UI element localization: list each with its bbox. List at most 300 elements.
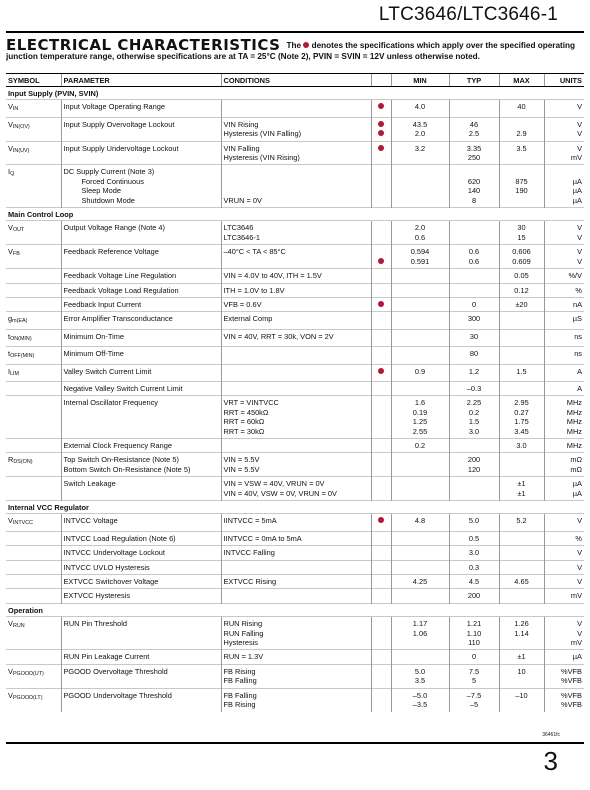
condition-line	[224, 177, 369, 186]
page-number: 3	[543, 746, 558, 776]
parameter-cell: INTVCC UVLO Hysteresis	[61, 560, 221, 574]
table-row	[6, 364, 584, 381]
typ-value: 2.5	[468, 129, 480, 139]
typ-cell	[449, 364, 499, 381]
typ-value	[452, 102, 497, 111]
max-value: ±20	[515, 299, 528, 309]
table-row	[6, 546, 584, 560]
symbol-subscript: ON(MIN)	[10, 335, 32, 342]
typ-cell	[449, 650, 499, 664]
dot-cell	[371, 589, 391, 603]
temperature-dot-icon	[378, 103, 384, 109]
table-row	[6, 575, 584, 589]
parameter-line: Bottom Switch On-Resistance (Note 5)	[63, 464, 191, 474]
max-cell	[499, 575, 544, 589]
parameter-line: Sleep Mode	[81, 186, 121, 196]
unit-value: %VFB	[561, 676, 582, 686]
conditions-cell	[221, 477, 371, 501]
max-cell	[499, 664, 544, 688]
symbol-subscript: INTVCC	[12, 520, 34, 527]
symbol-cell	[6, 396, 61, 439]
min-value: 3.2	[414, 143, 426, 153]
table-row	[6, 617, 584, 650]
min-value: 2.55	[412, 426, 428, 436]
table-row	[6, 688, 584, 711]
units-cell	[544, 269, 584, 283]
max-cell	[499, 453, 544, 477]
dot-cell	[371, 269, 391, 283]
condition-line: Hysteresis	[223, 638, 258, 648]
condition-line	[224, 367, 369, 376]
section-label: Internal VCC Regulator	[6, 501, 584, 514]
condition-line: VIN Rising	[223, 119, 259, 129]
max-value: 2.95	[514, 398, 529, 408]
typ-value: 1.2	[468, 366, 480, 376]
symbol-cell: VOUT	[6, 221, 61, 245]
condition-line	[224, 257, 369, 266]
typ-value: 0.2	[468, 407, 480, 417]
table-row	[6, 560, 584, 574]
min-cell	[391, 269, 449, 283]
dot-line	[374, 384, 389, 393]
min-value	[394, 332, 447, 341]
min-cell	[391, 477, 449, 501]
typ-value: 46	[469, 119, 479, 129]
units-cell	[544, 364, 584, 381]
col-dot	[371, 74, 391, 87]
parameter-cell: Feedback Input Current	[61, 297, 221, 311]
symbol-cell: IQ	[6, 165, 61, 208]
temperature-dot-icon	[378, 517, 384, 523]
dot-line	[374, 591, 389, 600]
max-value	[502, 591, 542, 600]
typ-cell	[449, 438, 499, 452]
section-row	[6, 501, 584, 514]
condition-line: RRT = 30kΩ	[223, 426, 265, 436]
symbol-cell	[6, 531, 61, 545]
condition-line: VIN = 5.5V	[223, 455, 260, 465]
condition-line: VIN = 5.5V	[223, 464, 260, 474]
min-cell	[391, 347, 449, 364]
symbol-cell: tON(MIN)	[6, 329, 61, 346]
symbol-subscript: RUN	[12, 623, 25, 630]
dot-line	[374, 667, 389, 676]
conditions-cell	[221, 100, 371, 117]
dot-line	[374, 349, 389, 358]
parameter-cell: Input Supply Overvoltage Lockout	[61, 117, 221, 141]
conditions-cell	[221, 589, 371, 603]
typ-cell	[449, 589, 499, 603]
typ-value	[452, 489, 497, 498]
table-row	[6, 165, 584, 208]
unit-value: %VFB	[561, 666, 582, 676]
max-value	[502, 196, 542, 205]
min-value: 0.594	[410, 247, 430, 257]
dot-cell	[371, 245, 391, 269]
parameter-cell: Minimum On-Time	[61, 329, 221, 346]
symbol-cell: VRUN	[6, 617, 61, 650]
dot-line	[374, 629, 389, 638]
parameter-cell: Feedback Reference Voltage	[61, 245, 221, 269]
typ-cell	[449, 165, 499, 208]
min-cell	[391, 396, 449, 439]
symbol-subscript: LIM	[10, 370, 20, 377]
typ-value: 4.5	[468, 577, 480, 587]
symbol-cell	[6, 589, 61, 603]
max-cell	[499, 381, 544, 395]
condition-line: VIN = 40V, RRT = 30k, VON = 2V	[223, 331, 334, 341]
symbol-cell	[6, 546, 61, 560]
dot-line	[374, 427, 389, 436]
max-cell	[499, 514, 544, 531]
max-cell	[499, 364, 544, 381]
conditions-cell	[221, 283, 371, 297]
typ-cell	[449, 477, 499, 501]
conditions-cell	[221, 396, 371, 439]
conditions-cell	[221, 617, 371, 650]
condition-line: IINTVCC = 5mA	[223, 516, 277, 526]
units-cell	[544, 347, 584, 364]
unit-value: nA	[572, 299, 582, 309]
dot-line	[374, 638, 389, 647]
condition-line: ITH = 1.0V to 1.8V	[223, 285, 285, 295]
units-cell	[544, 514, 584, 531]
dot-cell	[371, 347, 391, 364]
dot-line	[374, 700, 389, 709]
symbol-cell: VPGOOD(UT)	[6, 664, 61, 688]
parameter-cell: Output Voltage Range (Note 4)	[61, 221, 221, 245]
dot-cell	[371, 453, 391, 477]
units-cell	[544, 165, 584, 208]
min-cell	[391, 141, 449, 165]
units-cell	[544, 381, 584, 395]
conditions-cell	[221, 312, 371, 329]
conditions-cell	[221, 650, 371, 664]
symbol-cell: ILIM	[6, 364, 61, 381]
dot-line	[374, 619, 389, 628]
units-cell	[544, 141, 584, 165]
condition-line	[224, 186, 369, 195]
max-cell	[499, 589, 544, 603]
unit-value: V	[577, 577, 582, 587]
symbol-subscript: m(EA)	[12, 318, 28, 325]
dot-line	[374, 186, 389, 195]
typ-value: 5	[471, 676, 477, 686]
col-symbol: SYMBOL	[6, 74, 61, 87]
typ-cell	[449, 546, 499, 560]
min-cell	[391, 589, 449, 603]
unit-value: V	[577, 143, 582, 153]
unit-value: mV	[570, 591, 582, 601]
dot-line	[374, 167, 389, 176]
condition-line: FB Rising	[223, 666, 256, 676]
conditions-cell	[221, 546, 371, 560]
typ-cell	[449, 664, 499, 688]
parameter-cell: RUN Pin Leakage Current	[61, 650, 221, 664]
parameter-cell: Negative Valley Switch Current Limit	[61, 381, 221, 395]
min-value	[394, 455, 447, 464]
typ-cell	[449, 312, 499, 329]
dot-cell	[371, 381, 391, 395]
symbol-cell	[6, 381, 61, 395]
typ-value: 140	[467, 186, 481, 196]
dot-line	[374, 455, 389, 464]
min-value	[394, 300, 447, 309]
units-cell	[544, 575, 584, 589]
page-header	[0, 0, 590, 32]
max-value: 1.75	[514, 417, 529, 427]
unit-value: µA	[572, 176, 582, 186]
parameter-cell: RUN Pin Threshold	[61, 617, 221, 650]
dot-line	[374, 479, 389, 488]
dot-line	[374, 408, 389, 417]
min-value	[394, 465, 447, 474]
typ-cell	[449, 297, 499, 311]
condition-line: FB Falling	[223, 690, 257, 700]
dot-line	[374, 691, 389, 700]
typ-value: 200	[467, 591, 481, 601]
min-cell	[391, 664, 449, 688]
typ-value: 0.5	[468, 533, 480, 543]
units-cell	[544, 117, 584, 141]
section-heading: ELECTRICAL CHARACTERISTICS	[6, 36, 281, 54]
condition-line	[224, 167, 369, 176]
condition-line	[224, 591, 369, 600]
max-cell	[499, 477, 544, 501]
max-value	[502, 548, 542, 557]
typ-cell	[449, 283, 499, 297]
min-cell	[391, 117, 449, 141]
table-row	[6, 477, 584, 501]
dot-cell	[371, 477, 391, 501]
min-value	[394, 489, 447, 498]
condition-line: INTVCC Falling	[223, 548, 275, 558]
max-cell	[499, 312, 544, 329]
typ-value: 120	[467, 464, 481, 474]
typ-cell	[449, 245, 499, 269]
max-cell	[499, 617, 544, 650]
min-cell	[391, 221, 449, 245]
condition-line	[224, 441, 369, 450]
dot-cell	[371, 438, 391, 452]
units-cell	[544, 531, 584, 545]
max-value: ±1	[517, 488, 526, 498]
max-value: 2.9	[516, 129, 527, 139]
min-cell	[391, 575, 449, 589]
typ-value: 0.3	[468, 562, 480, 572]
conditions-cell	[221, 688, 371, 711]
header-rule	[6, 31, 584, 33]
min-value: –3.5	[412, 700, 428, 710]
dot-line	[374, 417, 389, 426]
max-cell	[499, 688, 544, 711]
parameter-cell: Valley Switch Current Limit	[61, 364, 221, 381]
max-value: 4.65	[514, 577, 529, 587]
symbol-cell	[6, 650, 61, 664]
dot-line	[374, 367, 389, 376]
units-cell	[544, 438, 584, 452]
max-value	[502, 563, 542, 572]
unit-value: µA	[572, 195, 582, 205]
table-row	[6, 514, 584, 531]
temperature-dot-icon	[378, 258, 384, 264]
min-value: 3.5	[414, 676, 426, 686]
symbol-subscript: OUT	[12, 227, 25, 234]
min-value	[394, 286, 447, 295]
parameter-line: Top Switch On-Resistance (Note 5)	[63, 455, 179, 465]
unit-value: µA	[572, 479, 582, 489]
section-label: Input Supply (PVIN, SVIN)	[6, 87, 584, 100]
temperature-dot-icon	[378, 121, 384, 127]
max-value	[502, 534, 542, 543]
max-value: 1.5	[516, 366, 527, 376]
max-value: 1.14	[514, 628, 529, 638]
unit-value: V	[577, 129, 582, 139]
unit-value: MHz	[566, 426, 582, 436]
condition-line: External Comp	[223, 314, 273, 324]
dot-line	[374, 300, 389, 309]
dot-line	[374, 223, 389, 232]
condition-line: EXTVCC Rising	[223, 577, 277, 587]
dot-cell	[371, 396, 391, 439]
table-row	[6, 438, 584, 452]
footer-rule	[6, 742, 584, 744]
units-cell	[544, 650, 584, 664]
max-value: 10	[517, 666, 526, 676]
units-cell	[544, 453, 584, 477]
symbol-cell: VIN	[6, 100, 61, 117]
unit-value: MHz	[566, 440, 582, 450]
typ-value	[452, 286, 497, 295]
typ-value: –5	[469, 700, 479, 710]
parameter-line: DC Supply Current (Note 3)	[63, 167, 155, 177]
units-cell	[544, 546, 584, 560]
min-value	[394, 638, 447, 647]
symbol-subscript: DS(ON)	[13, 459, 33, 466]
max-cell	[499, 650, 544, 664]
max-value: 40	[517, 102, 526, 112]
dot-line	[374, 652, 389, 661]
table-row	[6, 221, 584, 245]
max-value: 3.5	[516, 143, 527, 153]
symbol-subscript: Q	[10, 171, 15, 178]
max-cell	[499, 221, 544, 245]
conditions-cell	[221, 364, 371, 381]
max-cell	[499, 329, 544, 346]
unit-value: V	[577, 562, 582, 572]
symbol-cell	[6, 438, 61, 452]
symbol-subscript: OFF(MIN)	[10, 353, 35, 360]
unit-value: µS	[572, 314, 582, 324]
dot-cell	[371, 100, 391, 117]
max-cell	[499, 165, 544, 208]
min-cell	[391, 546, 449, 560]
typ-value: 0	[471, 652, 477, 662]
min-value	[394, 534, 447, 543]
max-cell	[499, 141, 544, 165]
typ-value: 0.6	[468, 247, 480, 257]
max-value: 0.27	[514, 407, 529, 417]
max-cell	[499, 297, 544, 311]
max-value	[502, 153, 542, 162]
doc-number: 36461fc	[542, 732, 560, 738]
max-value	[502, 384, 542, 393]
unit-value: mV	[570, 638, 582, 648]
typ-cell	[449, 100, 499, 117]
min-value: –5.0	[412, 690, 428, 700]
symbol-cell: VFB	[6, 245, 61, 269]
typ-value	[452, 167, 497, 176]
max-value	[502, 120, 542, 129]
min-cell	[391, 381, 449, 395]
min-value: 4.0	[414, 102, 426, 112]
conditions-cell	[221, 165, 371, 208]
unit-value: MHz	[566, 398, 582, 408]
unit-value: V	[577, 232, 582, 242]
min-value	[394, 563, 447, 572]
section-row	[6, 603, 584, 616]
conditions-cell	[221, 664, 371, 688]
symbol-subscript: IN(UV)	[12, 147, 30, 154]
min-value	[394, 153, 447, 162]
conditions-cell	[221, 245, 371, 269]
table-row	[6, 589, 584, 603]
condition-line: LTC3646-1	[223, 232, 260, 242]
condition-line: –40°C < TA < 85°C	[223, 247, 286, 257]
symbol-cell: VIN(OV)	[6, 117, 61, 141]
max-value: 3.45	[514, 426, 529, 436]
section-label: Main Control Loop	[6, 208, 584, 221]
typ-cell	[449, 617, 499, 650]
symbol-subscript: PGOOD(LT)	[12, 694, 43, 701]
symbol-cell: RDS(ON)	[6, 453, 61, 477]
conditions-cell	[221, 297, 371, 311]
conditions-cell	[221, 575, 371, 589]
table-row	[6, 329, 584, 346]
units-cell	[544, 312, 584, 329]
max-value: 1.26	[514, 619, 529, 629]
typ-cell	[449, 141, 499, 165]
section-label: Operation	[6, 603, 584, 616]
table-body	[6, 87, 584, 712]
condition-line: VIN Falling	[223, 143, 260, 153]
typ-cell	[449, 688, 499, 711]
typ-cell	[449, 329, 499, 346]
symbol-cell	[6, 560, 61, 574]
parameter-cell: INTVCC Load Regulation (Note 6)	[61, 531, 221, 545]
max-value: 0.606	[512, 247, 531, 257]
title-text-b: denotes the specifications which apply over the specified operating	[309, 41, 576, 50]
unit-value: V	[577, 548, 582, 558]
max-value	[502, 465, 542, 474]
typ-value: 300	[467, 314, 481, 324]
table-row	[6, 347, 584, 364]
max-value	[502, 455, 542, 464]
condition-line: RUN Falling	[223, 628, 264, 638]
min-value	[394, 384, 447, 393]
dot-line	[374, 489, 389, 498]
min-cell	[391, 100, 449, 117]
title-text-line2: junction temperature range, otherwise specifications are at TA = 25°C (Note 2), PVIN = SVIN = 12V unless otherwise noted.	[6, 52, 480, 61]
unit-value: mV	[570, 153, 582, 163]
min-cell	[391, 329, 449, 346]
max-cell	[499, 283, 544, 297]
dot-line	[374, 676, 389, 685]
min-value	[394, 548, 447, 557]
min-cell	[391, 438, 449, 452]
symbol-cell	[6, 283, 61, 297]
typ-cell	[449, 531, 499, 545]
